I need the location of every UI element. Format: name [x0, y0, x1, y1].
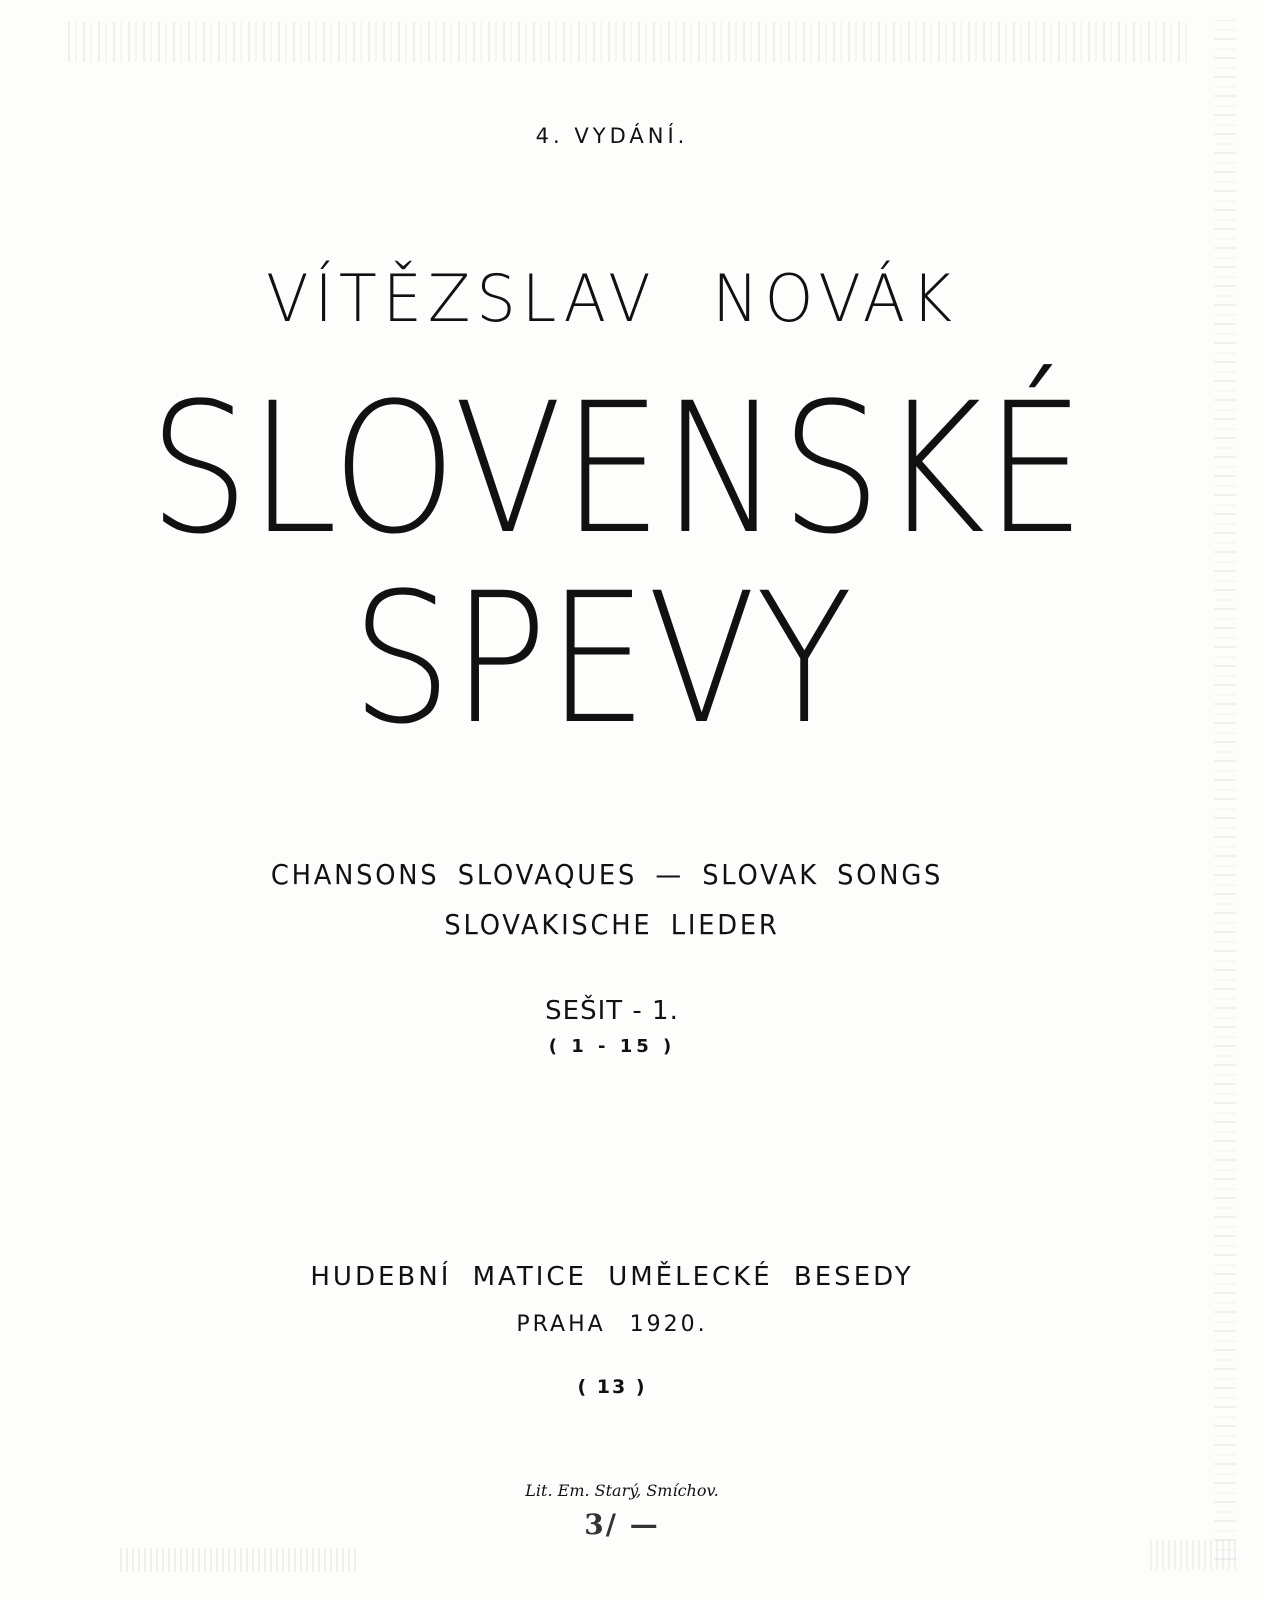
publisher-place-year: PRAHA 1920.: [516, 1312, 708, 1337]
scan-noise-bottom-right: [1150, 1540, 1240, 1570]
scan-noise-top: [68, 22, 1188, 62]
scan-noise-bottom: [120, 1548, 360, 1572]
composer-name: VÍTĚZSLAV NOVÁK: [266, 260, 958, 337]
subtitle-line-2: SLOVAKISCHE LIEDER: [444, 908, 780, 941]
printer-credit: Lit. Em. Starý, Smíchov.: [525, 1481, 719, 1500]
volume-label: SEŠIT - 1.: [545, 996, 679, 1026]
title-line-1: SLOVENSKÉ: [148, 365, 1086, 574]
title-line-2: SPEVY: [351, 555, 853, 764]
subtitle-line-1: CHANSONS SLOVAQUES — SLOVAK SONGS: [270, 858, 944, 891]
price-mark: 3/ —: [584, 1508, 660, 1541]
plate-number: ( 13 ): [577, 1376, 647, 1398]
edition-label: 4. VYDÁNÍ.: [535, 124, 689, 148]
publisher-name: HUDEBNÍ MATICE UMĚLECKÉ BESEDY: [310, 1262, 914, 1292]
volume-range: ( 1 - 15 ): [548, 1036, 676, 1057]
